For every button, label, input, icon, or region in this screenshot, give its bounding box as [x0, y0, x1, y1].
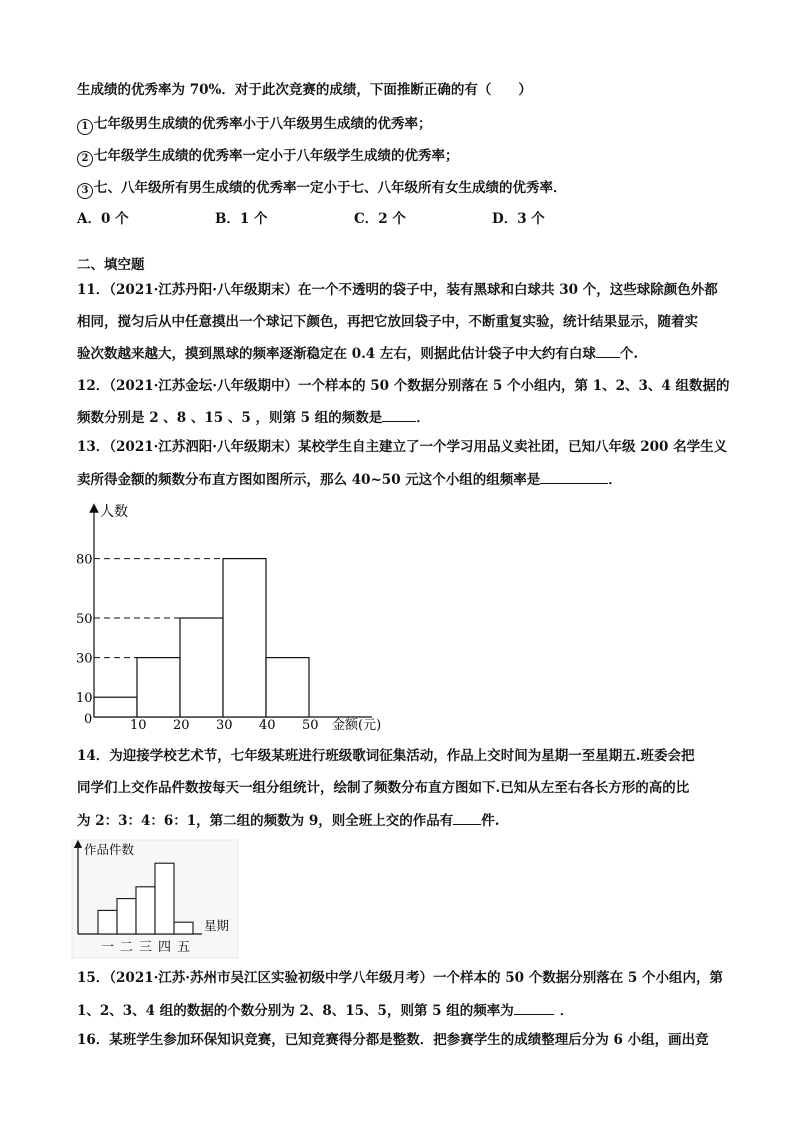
x-tick-label: 20	[173, 718, 190, 732]
q11-line3: 验次数越来越大，摸到黑球的频率逐渐稳定在 0.4 左右，则据此估计袋子中大约有白球 个.	[77, 343, 638, 364]
q10-statement-3: 3 七、八年级所有男生成绩的优秀率一定小于七、八年级所有女生成绩的优秀率．	[77, 178, 567, 199]
x-axis-label: 星期	[204, 918, 230, 933]
histogram-bar	[117, 899, 136, 934]
q10-statement-2: 2 七年级学生成绩的优秀率一定小于八年级学生成绩的优秀率；	[77, 146, 459, 167]
x-tick-label: 50	[302, 718, 319, 732]
q13-line2: 卖所得金额的频数分布直方图如图所示，那么 40~50 元这个小组的组频率是 ．	[77, 469, 622, 490]
x-tick-label: 10	[130, 718, 147, 732]
circled-number-2: 2	[77, 151, 93, 167]
q10-option-b: B．1 个	[215, 211, 268, 227]
answer-blank[interactable]	[382, 407, 416, 422]
q14-line1: 14．为迎接学校艺术节，七年级某班进行班级歌词征集活动，作品上交时间为星期一至星期五.班委会把	[77, 748, 695, 764]
answer-blank[interactable]	[453, 810, 481, 825]
weekday-label: 二	[119, 940, 134, 955]
y-tick-label: 50	[76, 612, 93, 627]
q10-option-c: C．2 个	[354, 211, 406, 227]
q10-option-a: A．0 个	[77, 211, 129, 227]
histogram-bar	[266, 658, 309, 717]
q13-line1: 13．（2021·江苏泗阳·八年级期末）某校学生自主建立了一个学习用品义卖社团，已知八年级 200 名学生义	[77, 439, 728, 455]
weekday-label: 五	[176, 940, 191, 955]
histogram-bar	[98, 910, 117, 934]
y-axis-label: 人数	[100, 504, 128, 520]
q14-line3: 为 2：3：4：6：1，第二组的频数为 9，则全班上交的作品有 件.	[77, 810, 499, 831]
q11-line1: 11．（2021·江苏丹阳·八年级期末）在一个不透明的袋子中，装有黑球和白球共 30 个，这些球除颜色外都	[77, 282, 718, 298]
y-tick-label: 10	[76, 691, 93, 707]
histogram-bar	[94, 697, 137, 717]
x-axis-label: 金额(元)	[332, 718, 382, 732]
q14-line2: 同学们上交作品件数按每天一组分组统计，绘制了频数分布直方图如下.已知从左至右各长方形的高的比	[77, 780, 690, 796]
histogram-bar	[223, 559, 266, 717]
x-tick-label: 30	[216, 718, 233, 732]
q15-line1: 15．（2021·江苏·苏州市吴江区实验初级中学八年级月考）一个样本的 50 个数据分别落在 5 个小组内，第	[77, 970, 723, 986]
weekday-label: 一	[100, 940, 115, 955]
answer-blank[interactable]	[540, 469, 608, 484]
histogram-bar	[180, 618, 223, 717]
circled-number-1: 1	[77, 119, 93, 135]
section-title: 二、填空题	[77, 257, 145, 273]
histogram-bar	[136, 887, 155, 934]
answer-blank[interactable]	[596, 343, 620, 358]
q15-line2: 1、2、3、4 组的数据的个数分别为 2、8、15、5，则第 5 组的频率为 ．	[77, 1000, 573, 1021]
q12-line2: 频数分别是 2 、8 、15 、5 ，则第 5 组的频数是 ．	[77, 407, 430, 428]
q10-text-line1: 生成绩的优秀率为 70%．对于此次竞赛的成绩，下面推断正确的有（ ）	[77, 82, 532, 98]
histogram-bar	[137, 658, 180, 717]
histogram-bar	[174, 922, 193, 934]
histogram-works	[70, 838, 240, 960]
histogram-bar	[155, 863, 174, 934]
q10-statement-1: 1 七年级男生成绩的优秀率小于八年级男生成绩的优秀率；	[77, 114, 432, 135]
q16-line1: 16．某班学生参加环保知识竞赛，已知竞赛得分都是整数．把参赛学生的成绩整理后分为 6 小组，画出竞	[77, 1032, 709, 1048]
q11-line2: 相同，搅匀后从中任意摸出一个球记下颜色，再把它放回袋子中，不断重复实验，统计结果显示，随着实	[77, 314, 698, 330]
answer-blank[interactable]	[514, 1000, 554, 1015]
y-axis-label: 作品件数	[84, 842, 135, 857]
histogram-amount	[70, 500, 400, 732]
y-tick-label: 30	[76, 651, 93, 667]
q10-option-d: D．3 个	[492, 211, 545, 227]
y-tick-label: 80	[76, 552, 93, 568]
weekday-label: 四	[157, 940, 172, 955]
weekday-label: 三	[138, 940, 153, 955]
circled-number-3: 3	[77, 183, 93, 199]
x-tick-label: 0	[84, 712, 93, 727]
q12-line1: 12．（2021·江苏金坛·八年级期中）一个样本的 50 个数据分别落在 5 个小组内，第 1、2、3、4 组数据的	[77, 378, 730, 394]
x-tick-label: 40	[259, 718, 276, 732]
